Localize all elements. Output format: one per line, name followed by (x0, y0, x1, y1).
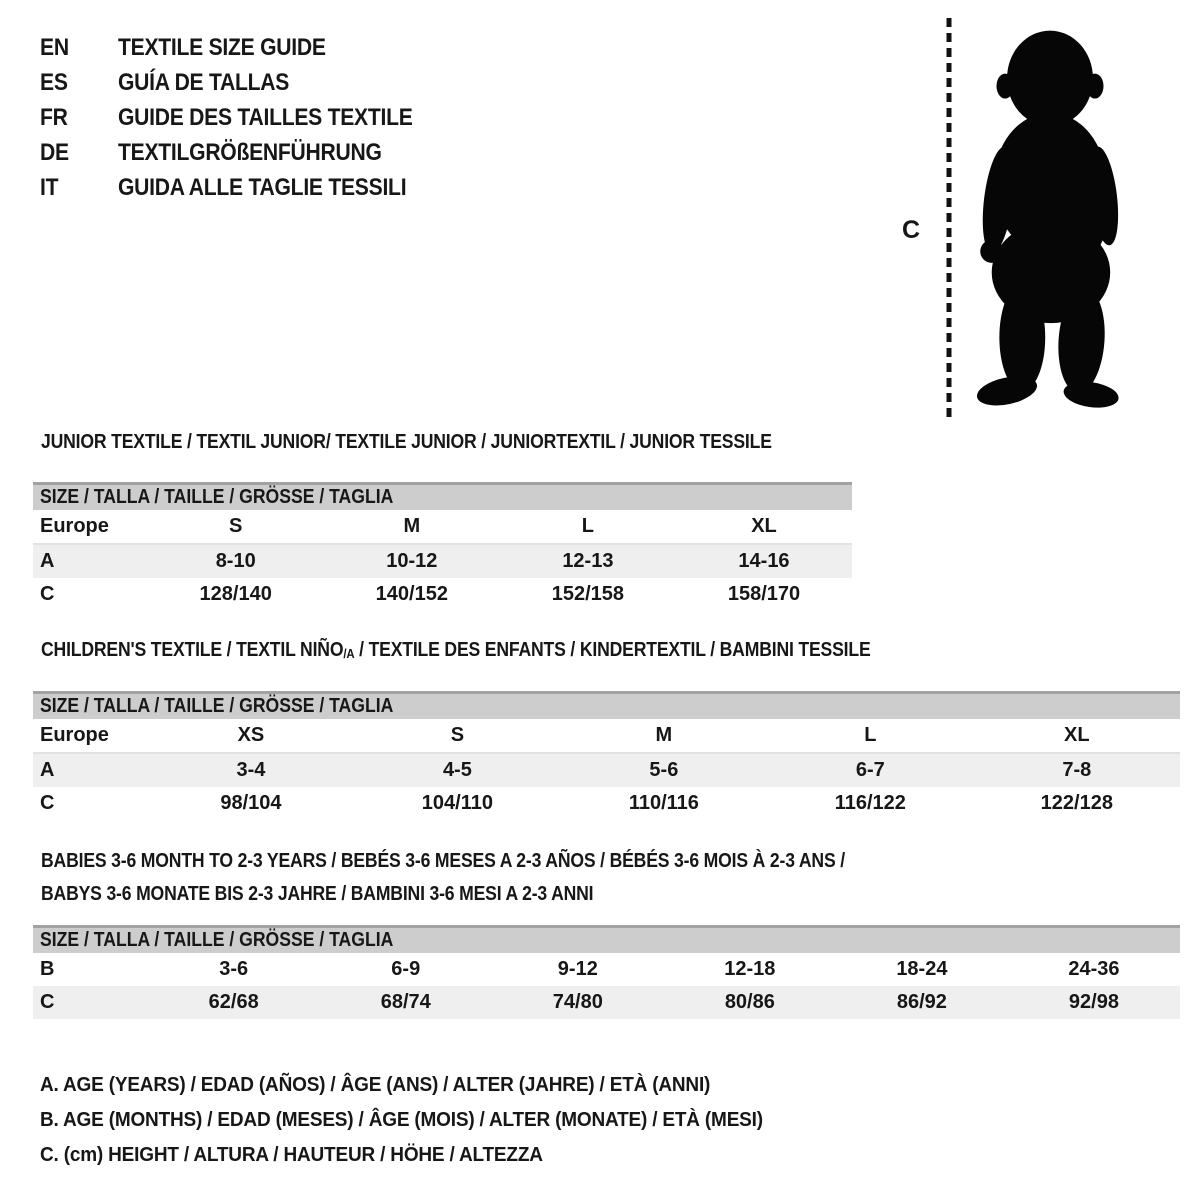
table-row (33, 545, 852, 578)
row-cell: 140/152 (375, 583, 448, 605)
row-cell: 8-10 (215, 550, 256, 572)
row-cell: 92/98 (1068, 991, 1119, 1013)
language-title: GUIDE DES TAILLES TEXTILE (118, 104, 413, 131)
row-cell: 18-24 (896, 958, 948, 980)
row-cell: 6-7 (855, 759, 885, 781)
row-label: Europe (40, 724, 109, 746)
size-table (33, 953, 1180, 1019)
table-row (33, 578, 852, 611)
row-cell: S (229, 515, 243, 537)
section-title: JUNIOR TEXTILE / TEXTIL JUNIOR/ TEXTILE JUNIOR / JUNIORTEXTIL / JUNIOR TESSILE (41, 431, 772, 453)
row-cell: L (864, 724, 877, 746)
size-table-header: SIZE / TALLA / TAILLE / GRÖSSE / TAGLIA (33, 925, 1180, 953)
toddler-silhouette-icon (964, 18, 1136, 416)
row-cell: XS (237, 724, 265, 746)
language-code: ES (40, 69, 68, 96)
row-cell: 7-8 (1062, 759, 1092, 781)
row-cell: 152/158 (551, 583, 625, 605)
size-table-header: SIZE / TALLA / TAILLE / GRÖSSE / TAGLIA (33, 691, 1180, 719)
row-cell: 5-6 (649, 759, 679, 781)
language-row (40, 30, 453, 65)
table-row (33, 719, 1180, 754)
row-cell: 68/74 (380, 991, 431, 1013)
row-cell: 4-5 (442, 759, 472, 781)
legend (40, 1068, 801, 1173)
section-title: BABIES 3-6 MONTH TO 2-3 YEARS / BEBÉS 3-6 MESES A 2-3 AÑOS / BÉBÉS 3-6 MOIS À 2-3 ANS / BABYS 3-6 MONATE BIS 2-3 JAHRE / BAMBINI 3-6 MESI A 2-3 ANNI (41, 850, 845, 905)
table-row (33, 754, 1180, 787)
section-babies (33, 845, 1180, 1019)
legend-line: B. AGE (MONTHS) / EDAD (MESES) / ÂGE (MOIS) / ALTER (MONATE) / ETÀ (MESI) (40, 1109, 763, 1131)
row-cell: 12-13 (562, 550, 614, 572)
row-cell: L (581, 515, 594, 537)
language-row (40, 170, 453, 205)
row-cell: 6-9 (391, 958, 421, 980)
row-cell: XL (1064, 724, 1090, 746)
language-code: EN (40, 34, 69, 61)
row-cell: 104/110 (421, 792, 493, 814)
row-cell: 14-16 (738, 550, 790, 572)
language-row (40, 135, 453, 170)
row-cell: M (403, 515, 421, 537)
language-title: GUÍA DE TALLAS (118, 69, 290, 96)
row-cell: 9-12 (557, 958, 598, 980)
row-label: A (40, 759, 55, 781)
row-label: C (40, 991, 55, 1013)
table-row (33, 953, 1180, 986)
row-label: Europe (40, 515, 109, 537)
table-row (33, 510, 852, 545)
language-title: TEXTILE SIZE GUIDE (118, 34, 326, 61)
size-table-header: SIZE / TALLA / TAILLE / GRÖSSE / TAGLIA (33, 482, 852, 510)
row-cell: 10-12 (386, 550, 438, 572)
row-cell: 24-36 (1068, 958, 1120, 980)
language-title: TEXTILGRÖßENFÜHRUNG (118, 139, 382, 166)
row-label: C (40, 792, 55, 814)
language-code: IT (40, 174, 59, 201)
section-junior (33, 431, 852, 611)
row-cell: 98/104 (220, 792, 282, 814)
language-code: FR (40, 104, 68, 131)
row-cell: 62/68 (208, 991, 259, 1013)
legend-line: C. (cm) HEIGHT / ALTURA / HAUTEUR / HÖHE / ALTEZZA (40, 1144, 543, 1166)
row-cell: S (450, 724, 465, 746)
row-cell: 110/116 (628, 792, 699, 814)
row-label: C (40, 583, 55, 605)
section-title: CHILDREN'S TEXTILE / TEXTIL NIÑO/A / TEXTILE DES ENFANTS / KINDERTEXTIL / BAMBINI TESSILE (41, 639, 871, 661)
size-table (33, 719, 1180, 820)
table-row (33, 787, 1180, 820)
row-cell: 80/86 (724, 991, 775, 1013)
row-cell: 128/140 (199, 583, 272, 605)
row-cell: M (655, 724, 673, 746)
size-table (33, 510, 852, 611)
row-cell: 116/122 (834, 792, 906, 814)
language-list (40, 30, 453, 205)
row-label: A (40, 550, 55, 572)
row-cell: XL (751, 515, 777, 537)
section-children (33, 639, 1180, 820)
row-cell: 158/170 (727, 583, 801, 605)
row-cell: 74/80 (552, 991, 603, 1013)
row-label: B (40, 958, 55, 980)
row-cell: 12-18 (724, 958, 776, 980)
table-row (33, 986, 1180, 1019)
language-code: DE (40, 139, 69, 166)
row-cell: 122/128 (1040, 792, 1113, 814)
row-cell: 3-6 (219, 958, 249, 980)
row-cell: 86/92 (896, 991, 947, 1013)
language-row (40, 100, 453, 135)
row-cell: 3-4 (236, 759, 266, 781)
measure-label-c: C (902, 216, 921, 244)
height-measure-dashed-line (944, 16, 954, 420)
legend-line: A. AGE (YEARS) / EDAD (AÑOS) / ÂGE (ANS) / ALTER (JAHRE) / ETÀ (ANNI) (40, 1074, 711, 1096)
language-title: GUIDA ALLE TAGLIE TESSILI (118, 174, 407, 201)
language-row (40, 65, 453, 100)
